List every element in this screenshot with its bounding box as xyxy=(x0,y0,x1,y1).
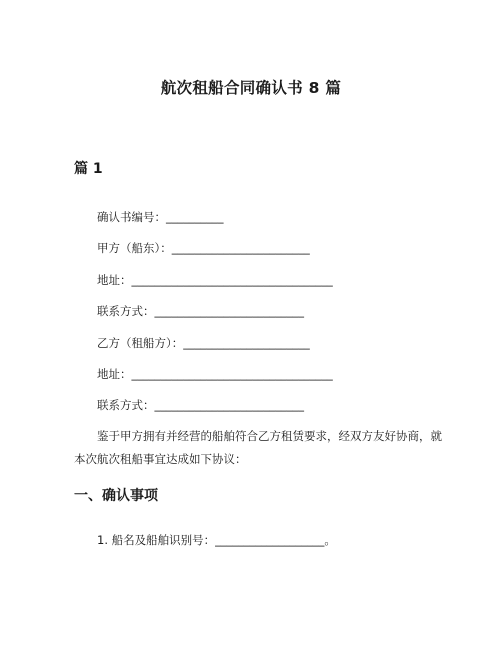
field-party-a: 甲方（船东）：________________________ xyxy=(97,241,310,255)
field-party-a-contact: 联系方式：__________________________ xyxy=(97,304,304,318)
field-party-b: 乙方（租船方）：______________________ xyxy=(97,336,310,350)
field-party-a-address: 地址：___________________________________ xyxy=(97,273,333,287)
document-title: 航次租船合同确认书 8 篇 xyxy=(160,79,342,97)
intro-paragraph: 鉴于甲方拥有并经营的船舶符合乙方租赁要求，经双方友好协商，就本次航次租船事宜达成如下协议： xyxy=(74,429,442,466)
list-item: 1. 船名及船舶识别号：___________________。 xyxy=(97,533,336,547)
subheading-confirmation-items: 一、确认事项 xyxy=(74,488,158,504)
field-party-b-contact: 联系方式：__________________________ xyxy=(97,398,304,412)
field-confirmation-number: 确认书编号：__________ xyxy=(97,210,224,224)
section-heading: 篇 1 xyxy=(74,161,103,177)
field-party-b-address: 地址：___________________________________ xyxy=(97,367,333,381)
